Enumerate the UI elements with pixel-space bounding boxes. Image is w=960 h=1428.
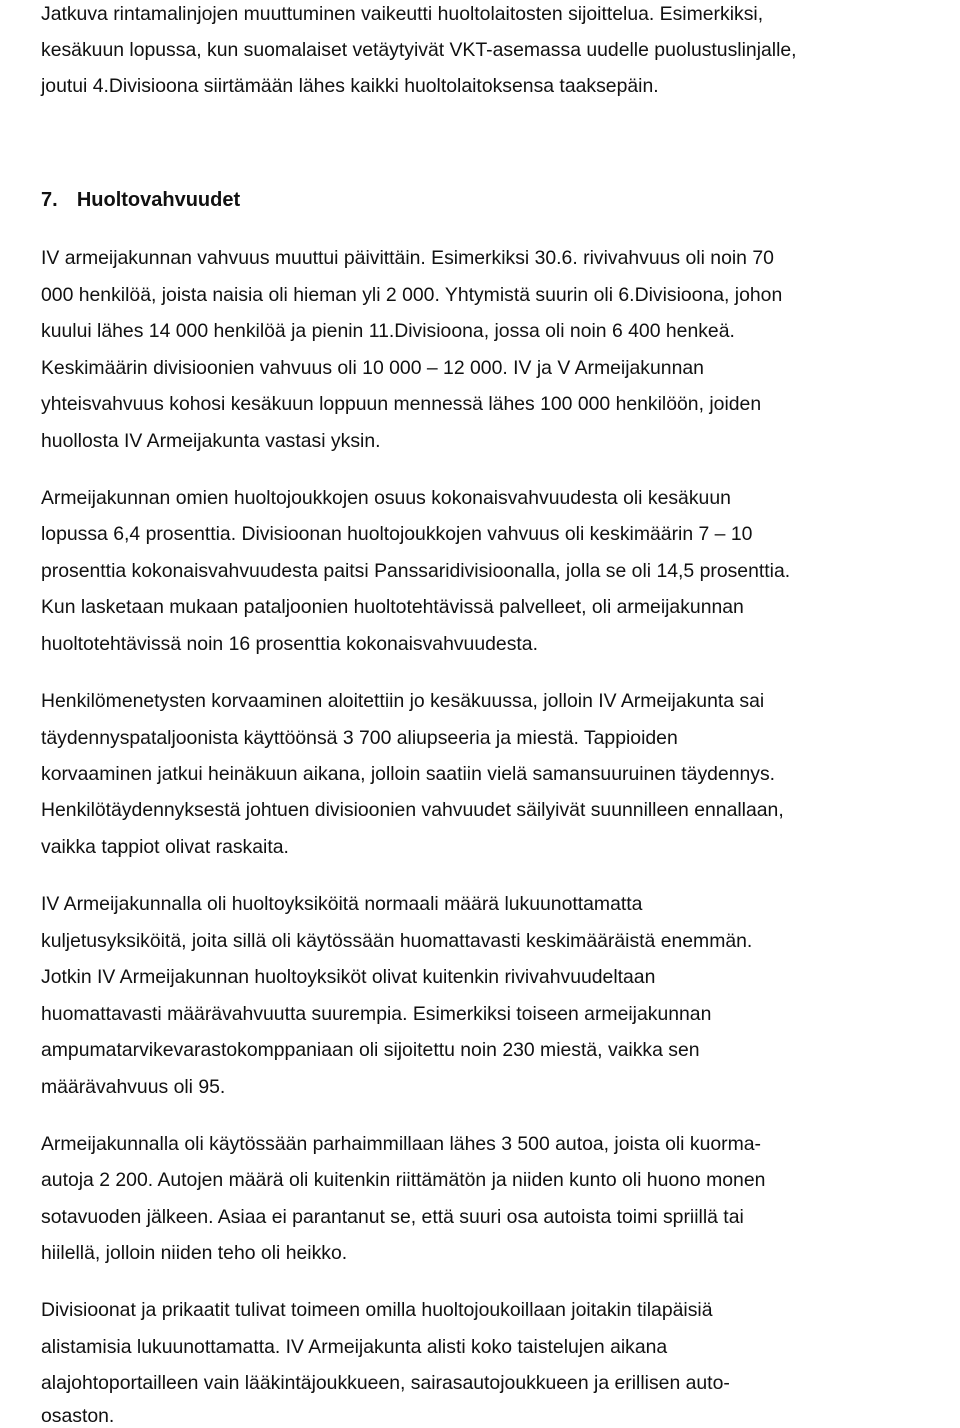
text-line [41, 283, 782, 307]
text-line: joutui 4.Divisioona siirtämään lähes kaikki huoltolaitoksensa taaksepäin. [41, 75, 659, 97]
text-line: huomattavasti määrävahvuutta suurempia. Esimerkiksi toiseen armeijakunnan [41, 1003, 712, 1025]
text-line: sotavuoden jälkeen. Asiaa ei parantanut se, että suuri osa autoista toimi spriillä tai [41, 1206, 744, 1228]
text-line [41, 356, 704, 380]
text-line: määrävahvuus oli 95. [41, 1076, 226, 1098]
text-line: kuljetusyksiköitä, joita sillä oli käytössään huomattavasti keskimääräistä enemmän. [41, 930, 753, 952]
text-line: vaikka tappiot olivat raskaita. [41, 836, 289, 858]
text-span: Yhtymistä suurin oli 6. [439, 284, 635, 306]
text-line: lopussa 6,4 prosenttia. Divisioonan huoltojoukkojen vahvuus oli keskimäärin 7 – 10 [41, 523, 753, 545]
text-line: täydennyspataljoonista käyttöönsä 3 700 aliupseeria ja miestä. Tappioiden [41, 727, 678, 749]
text-span: Divisioona, johon [634, 284, 783, 306]
text-line: huollosta IV Armeijakunta vastasi yksin. [41, 430, 381, 452]
text-line: IV armeijakunnan vahvuus muuttui päivittäin. Esimerkiksi 30.6. rivivahvuus oli noin 70 [41, 247, 774, 269]
text-line: kesäkuun lopussa, kun suomalaiset vetäytyivät VKT-asemassa uudelle puolustuslinjalle, [41, 39, 797, 61]
text-line: IV Armeijakunnalla oli huoltoyksiköitä normaali määrä lukuunottamatta [41, 893, 643, 915]
text-line: hiilellä, jolloin niiden teho oli heikko. [41, 1242, 348, 1264]
text-line: Divisioonat ja prikaatit tulivat toimeen omilla huoltojoukoillaan joitakin tilapäisiä [41, 1299, 713, 1321]
text-line: Kun lasketaan mukaan pataljoonien huoltotehtävissä palvelleet, oli armeijakunnan [41, 596, 744, 618]
text-line: alajohtoportailleen vain lääkintäjoukkueen, sairasautojoukkueen ja erillisen auto- [41, 1372, 730, 1394]
text-line: Armeijakunnan omien huoltojoukkojen osuus kokonaisvahvuudesta oli kesäkuun [41, 487, 731, 509]
text-span: IV ja V Armeijakunnan [507, 357, 704, 379]
text-line: prosenttia kokonaisvahvuudesta paitsi Panssaridivisioonalla, jolla se oli 14,5 prosenttia. [41, 560, 791, 582]
text-line: ampumatarvikevarastokomppaniaan oli sijoitettu noin 230 miestä, vaikka sen [41, 1039, 700, 1061]
text-line: alistamisia lukuunottamatta. IV Armeijakunta alisti koko taistelujen aikana [41, 1336, 668, 1358]
text-line: Jatkuva rintamalinjojen muuttuminen vaikeutti huoltolaitosten sijoittelua. Esimerkiksi, [41, 3, 764, 25]
text-span: 000 henkilöä, joista naisia oli hieman yli 2 000. [41, 284, 440, 306]
text-line: huoltotehtävissä noin 16 prosenttia kokonaisvahvuudesta. [41, 633, 538, 655]
text-line: autoja 2 200. Autojen määrä oli kuitenkin riittämätön ja niiden kunto oli huono monen [41, 1169, 766, 1191]
text-line: yhteisvahvuus kohosi kesäkuun loppuun mennessä lähes 100 000 henkilöön, joiden [41, 393, 762, 415]
section-number: 7. [41, 189, 58, 211]
text-line: korvaaminen jatkui heinäkuun aikana, jolloin saatiin vielä samansuuruinen täydennys. [41, 763, 776, 785]
text-line: Jotkin IV Armeijakunnan huoltoyksiköt olivat kuitenkin rivivahvuudeltaan [41, 966, 656, 988]
text-line: Henkilömenetysten korvaaminen aloitettiin jo kesäkuussa, jolloin IV Armeijakunta sai [41, 690, 765, 712]
section-title: Huoltovahvuudet [76, 189, 241, 211]
text-line: Henkilötäydennyksestä johtuen divisioonien vahvuudet säilyivät suunnilleen ennallaan, [41, 799, 784, 821]
text-line: kuului lähes 14 000 henkilöä ja pienin 11.Divisioona, jossa oli noin 6 400 henkeä. [41, 320, 735, 342]
text-line: osaston. [41, 1405, 115, 1427]
text-span: Keskimäärin divisioonien vahvuus oli 10 000 – 12 000. [41, 357, 508, 379]
text-line: Armeijakunnalla oli käytössään parhaimmillaan lähes 3 500 autoa, joista oli kuorma- [41, 1133, 761, 1155]
